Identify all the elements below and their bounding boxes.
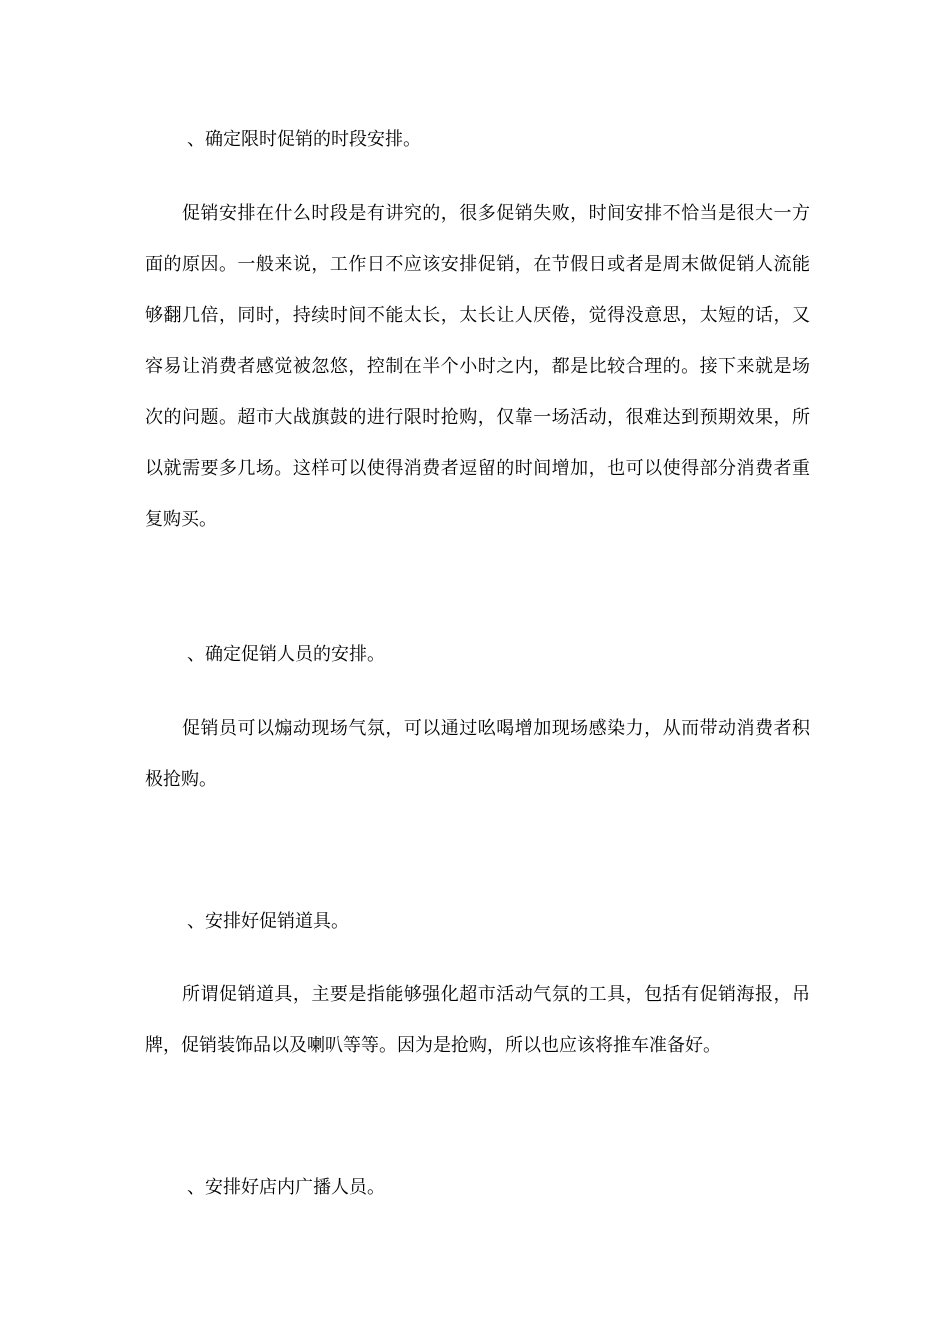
section-body-staff: 促销员可以煽动现场气氛，可以通过吆喝增加现场感染力，从而带动消费者积极抢购。 — [145, 718, 810, 790]
section-heading-timing: 、确定限时促销的时段安排。 — [187, 129, 421, 150]
section-heading-broadcast: 、安排好店内广播人员。 — [187, 1177, 385, 1198]
section-body-props: 所谓促销道具，主要是指能够强化超市活动气氛的工具，包括有促销海报，吊牌，促销装饰品以及喇叭等等。因为是抢购，所以也应该将推车准备好。 — [145, 984, 810, 1056]
section-heading-props: 、安排好促销道具。 — [187, 911, 349, 932]
section-body-timing: 促销安排在什么时段是有讲究的，很多促销失败，时间安排不恰当是很大一方面的原因。一般来说，工作日不应该安排促销，在节假日或者是周末做促销人流能够翻几倍，同时，持续时间不能太长，太长让人厌倦，觉得没意思，太短的话，又容易让消费者感觉被忽悠，控制在半个小时之内，都是比较合理的。接下来就是场次的问题。超市大战旗鼓的进行限时抢购，仅靠一场活动，很难达到预期效果，所以就需要多几场。这样可以使得消费者逗留的时间增加，也可以使得部分消费者重复购买。 — [145, 203, 810, 530]
section-heading-staff: 、确定促销人员的安排。 — [187, 644, 385, 665]
